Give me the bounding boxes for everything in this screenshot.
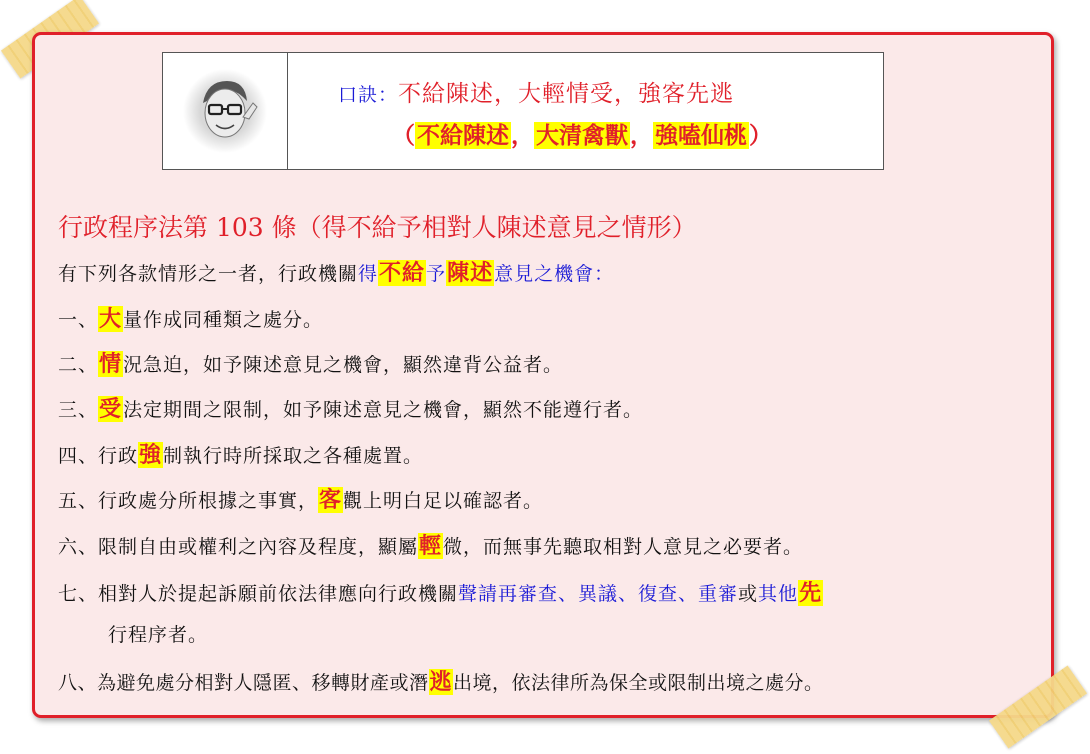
item-prefix: 三、	[58, 399, 99, 421]
list-item	[58, 483, 543, 514]
mnemonic-line-1-text: 不給陳述，大輕情受，強客先逃	[398, 81, 735, 107]
avatar	[163, 53, 288, 169]
item-key-char: 先	[799, 580, 823, 606]
mnemonic-phrase-1: 不給陳述	[417, 122, 509, 149]
paren-close: ）	[749, 122, 772, 149]
list-item	[58, 302, 323, 333]
item-key-char: 大	[99, 306, 123, 332]
item-key-char: 強	[139, 442, 163, 468]
intro-blue-2: 予	[426, 263, 447, 285]
mnemonic-phrase-2: 大清禽獸	[536, 122, 628, 149]
item-prefix: 二、	[58, 354, 99, 376]
item-prefix: 一、	[58, 309, 99, 331]
intro-text: 有下列各款情形之一者，行政機關	[58, 263, 359, 285]
intro-blue-3: 意見之機會：	[494, 263, 615, 285]
item-text: 出境，依法律所為保全或限制出境之處分。	[453, 672, 824, 694]
item-key-char: 情	[99, 351, 123, 377]
mnemonic-box	[162, 52, 884, 170]
comma: ，	[630, 122, 653, 149]
list-item	[58, 576, 823, 607]
article-intro	[58, 256, 614, 287]
list-item	[58, 665, 824, 696]
mnemonic-line-1	[338, 75, 734, 108]
item-key-char: 輕	[419, 533, 443, 559]
mnemonic-label: 口訣：	[338, 84, 399, 106]
item-prefix: 五、行政處分所根據之事實，	[58, 490, 319, 512]
item-key-char: 受	[99, 396, 123, 422]
item-blue-text: 聲請再審查、異議、復查、重審	[458, 583, 739, 605]
item-text: 量作成同種類之處分。	[123, 309, 324, 331]
item-text: 況急迫，如予陳述意見之機會，顯然違背公益者。	[123, 354, 564, 376]
item-text: 觀上明白足以確認者。	[343, 490, 544, 512]
list-item-continuation: 行程序者。	[108, 624, 209, 646]
comma: ，	[511, 122, 534, 149]
paren-open: （	[392, 122, 415, 149]
list-item	[58, 392, 643, 423]
item-text: 制執行時所採取之各種處置。	[163, 445, 424, 467]
mnemonic-phrase-3: 強嗑仙桃	[655, 122, 747, 149]
item-text: 或	[738, 583, 759, 605]
item-prefix: 七、相對人於提起訴願前依法律應向行政機關	[58, 583, 459, 605]
avatar-sketch-icon	[181, 67, 269, 155]
list-item	[58, 438, 423, 469]
item-key-char: 客	[319, 487, 343, 513]
item-key-char: 逃	[429, 669, 453, 695]
item-text: 微，而無事先聽取相對人意見之必要者。	[443, 536, 804, 558]
item-text: 法定期間之限制，如予陳述意見之機會，顯然不能遵行者。	[123, 399, 644, 421]
item-prefix: 八、為避免處分相對人隱匿、移轉財產或潛	[58, 672, 429, 694]
list-item	[58, 529, 803, 560]
mnemonic-line-2	[392, 117, 772, 150]
list-item	[58, 347, 563, 378]
intro-highlight-2: 陳述	[447, 260, 494, 286]
item-prefix: 四、行政	[58, 445, 139, 467]
item-prefix: 六、限制自由或權利之內容及程度，顯屬	[58, 536, 419, 558]
intro-blue-1: 得	[358, 263, 379, 285]
mnemonic-text	[288, 53, 883, 169]
article-title: 行政程序法第 103 條（得不給予相對人陳述意見之情形）	[58, 213, 697, 242]
item-blue-text: 其他	[758, 583, 799, 605]
intro-highlight-1: 不給	[379, 260, 426, 286]
